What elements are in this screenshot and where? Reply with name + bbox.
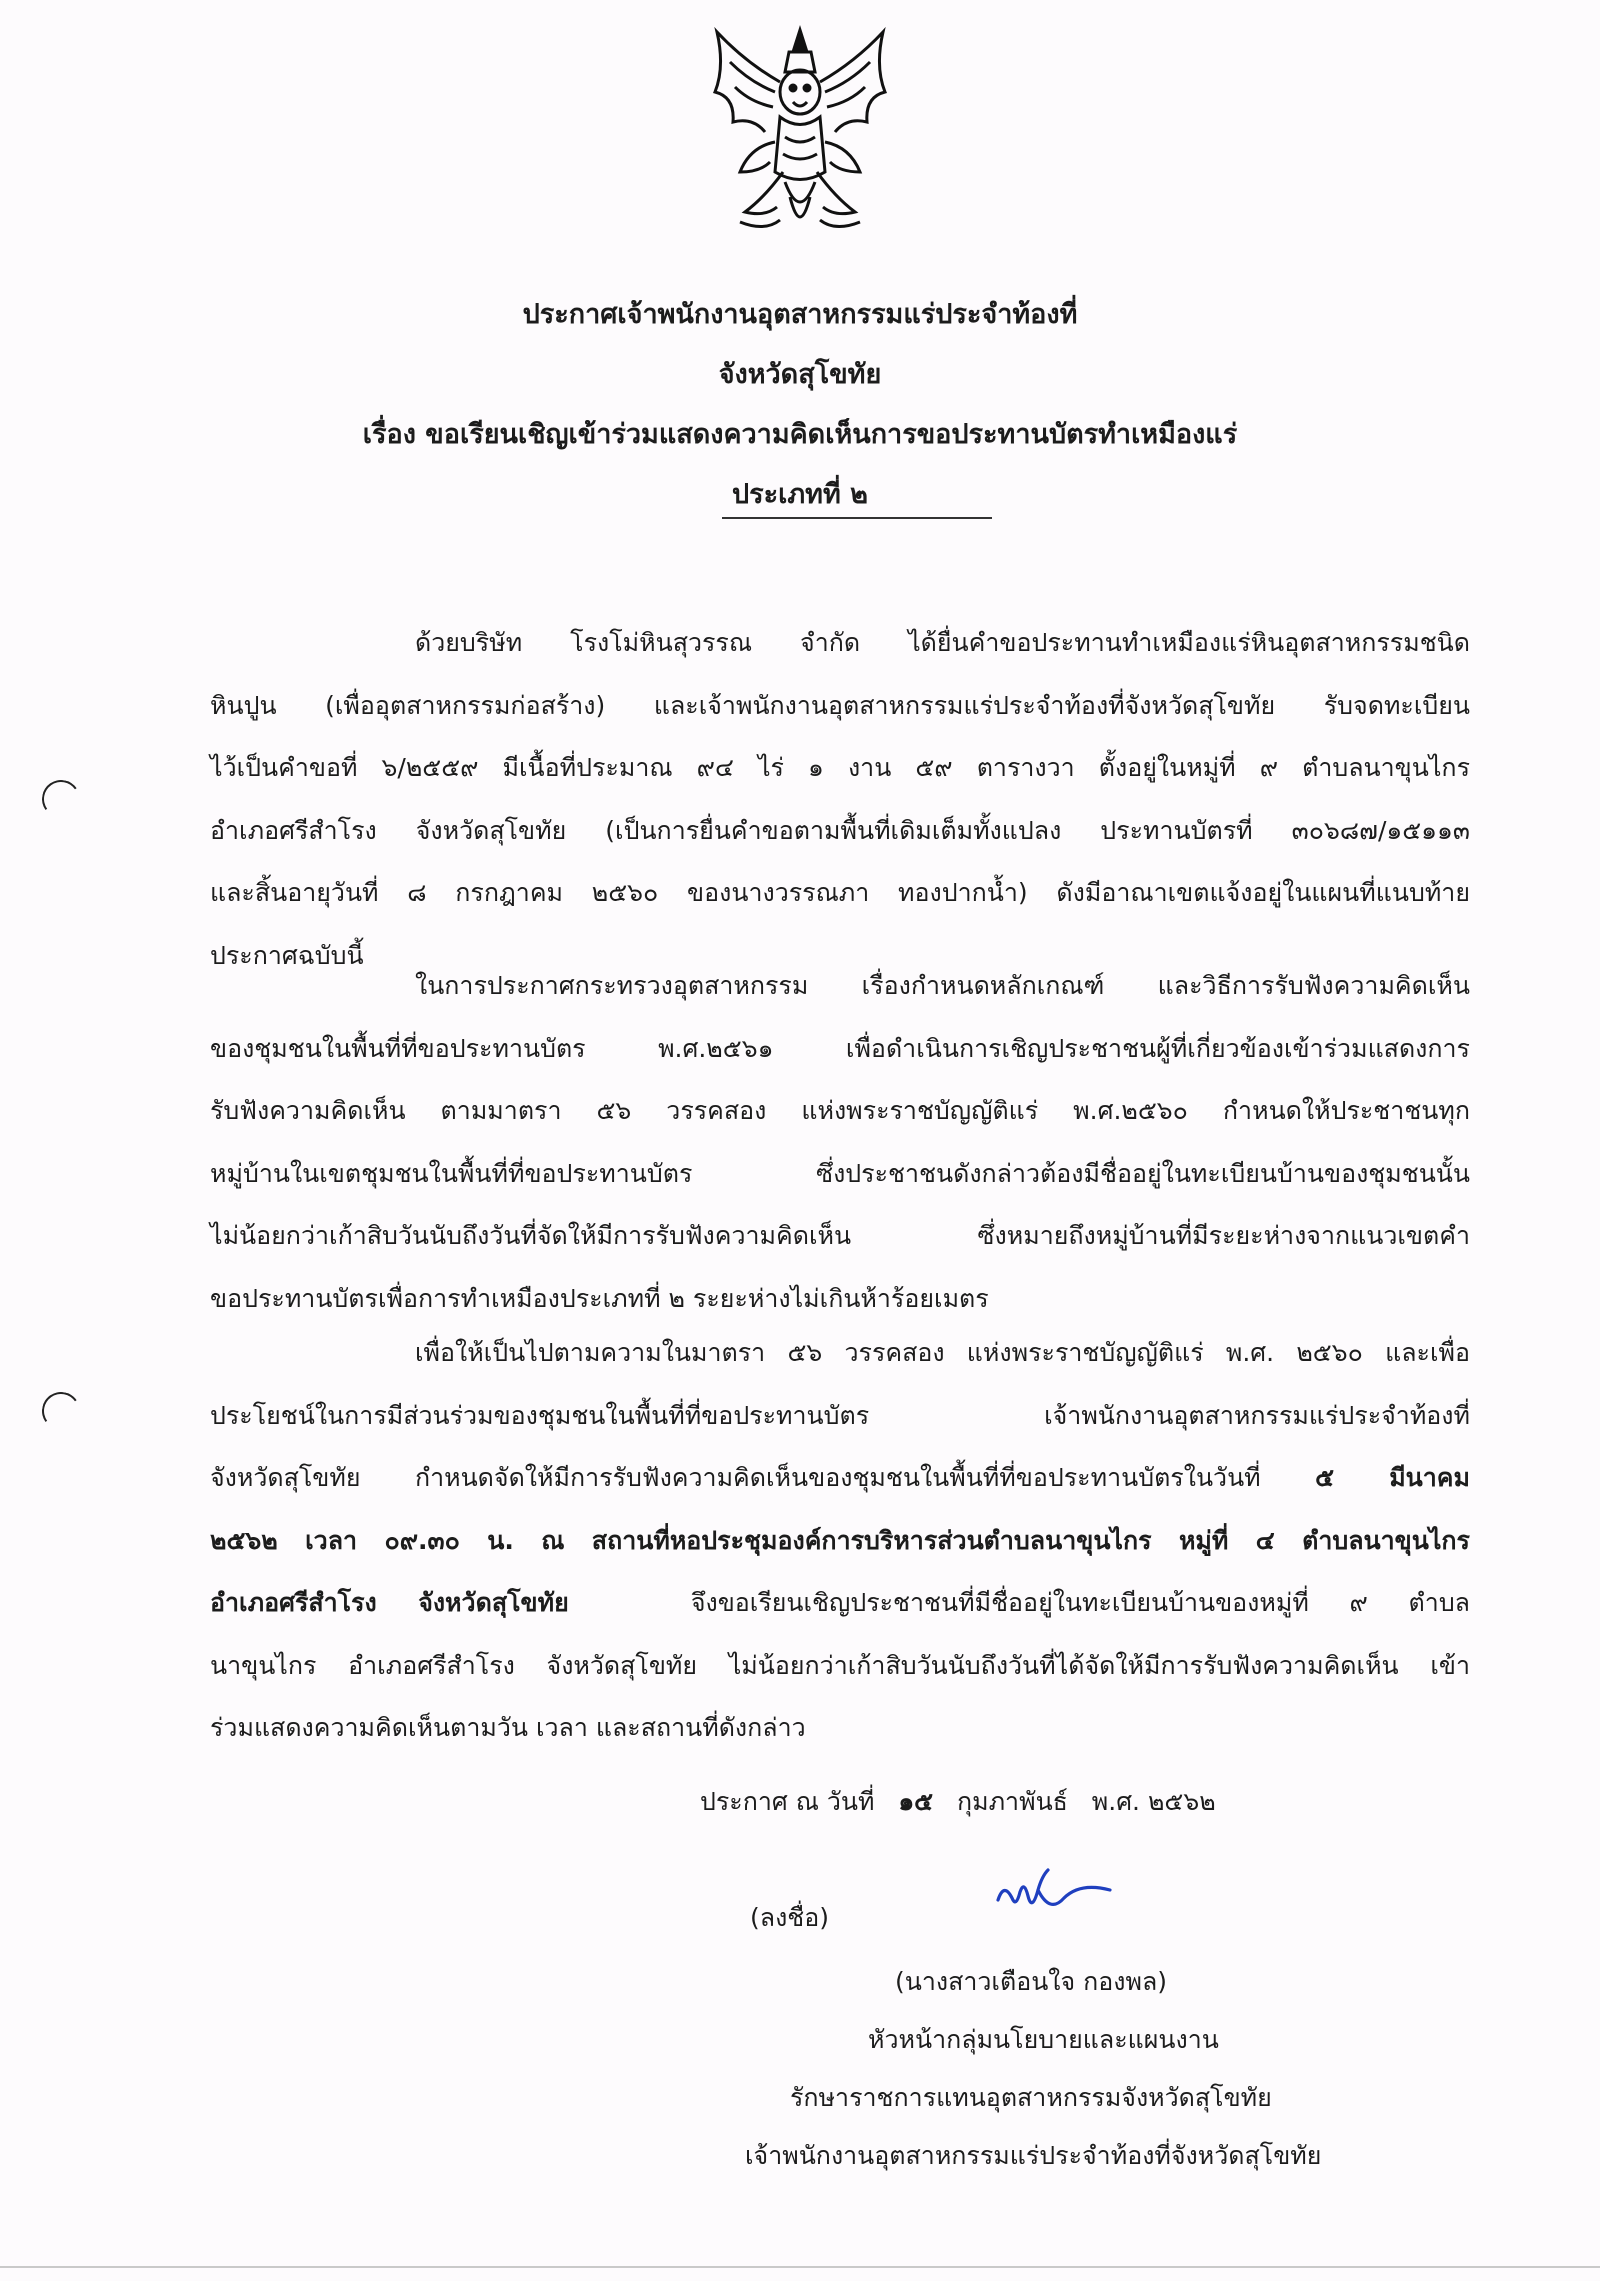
scan-edge-line — [0, 2266, 1600, 2268]
paragraph-line: หมู่บ้านในเขตชุมชนในพื้นที่ที่ขอประทานบัตร ซึ่งประชาชนดังกล่าวต้องมีชื่ออยู่ในทะเบียนบ้านของชุมชนนั้น — [210, 1158, 1470, 1188]
paragraph-line — [210, 1447, 1470, 1510]
date-day: ๑๕ — [898, 1787, 934, 1816]
province-title: จังหวัดสุโขทัย — [718, 359, 882, 390]
paragraph-line: ร่วมแสดงความคิดเห็นตามวัน เวลา และสถานที่ดังกล่าว — [210, 1713, 806, 1742]
announcement-date — [700, 1782, 1216, 1822]
meeting-venue-bold: ๒๕๖๒ เวลา ๐๙.๓๐ น. ณ สถานที่หอประชุมองค์การบริหารส่วนตำบลนาขุนไกร หมู่ที่ ๔ ตำบลนาขุนไกร — [210, 1525, 1470, 1555]
handwritten-signature — [990, 1862, 1120, 1932]
paragraph-line: หินปูน (เพื่ออุตสาหกรรมก่อสร้าง) และเจ้าพนักงานอุตสาหกรรมแร่ประจำท้องที่จังหวัดสุโขทัย รับจดทะเบียน — [210, 690, 1470, 720]
title-underline — [722, 517, 992, 519]
punch-hole-mark — [39, 1389, 83, 1433]
paragraph-line: ด้วยบริษัท โรงโม่หินสุวรรณ จำกัด ได้ยื่นคำขอประทานทำเหมืองแร่หินอุตสาหกรรมชนิด — [415, 628, 1470, 657]
paragraph-line: ไม่น้อยกว่าเก้าสิบวันนับถึงวันที่จัดให้มีการรับฟังความคิดเห็น ซึ่งหมายถึงหมู่บ้านที่มีระยะห่างจากแนวเขตคำ — [210, 1221, 1470, 1250]
paragraph-line: นาขุนไกร อำเภอศรีสำโรง จังหวัดสุโขทัย ไม่น้อยกว่าเก้าสิบวันนับถึงวันที่ได้จัดให้มีการรับฟังความคิดเห็น เข้า — [210, 1650, 1470, 1680]
paragraph-2 — [210, 955, 1470, 1330]
announcement-title: ประกาศเจ้าพนักงานอุตสาหกรรมแร่ประจำท้องที่ — [522, 299, 1078, 330]
paragraph-segment: จึงขอเรียนเชิญประชาชนที่มีชื่ออยู่ในทะเบียนบ้านของหมู่ที่ ๙ ตำบล — [690, 1588, 1471, 1617]
paragraph-line: ประโยชน์ในการมีส่วนร่วมของชุมชนในพื้นที่ที่ขอประทานบัตร เจ้าพนักงานอุตสาหกรรมแร่ประจำท้องที่ — [210, 1400, 1470, 1430]
date-year: พ.ศ. ๒๕๖๒ — [1091, 1787, 1216, 1816]
subject-title: เรื่อง ขอเรียนเชิญเข้าร่วมแสดงความคิดเห็นการขอประทานบัตรทำเหมืองแร่ — [362, 419, 1238, 450]
date-month: กุมภาพันธ์ — [956, 1787, 1068, 1816]
paragraph-line: ไว้เป็นคำขอที่ ๖/๒๕๕๙ มีเนื้อที่ประมาณ ๙๔ ไร่ ๑ งาน ๕๙ ตารางวา ตั้งอยู่ในหมู่ที่ ๙ ตำบลนาขุนไกร — [210, 753, 1470, 782]
paragraph-line — [210, 1572, 1470, 1635]
garuda-emblem-icon — [705, 22, 895, 252]
signatory-position: หัวหน้ากลุ่มนโยบายและแผนงาน — [868, 2025, 1219, 2054]
paragraph-line: อำเภอศรีสำโรง จังหวัดสุโขทัย (เป็นการยื่นคำขอตามพื้นที่เดิมเต็มทั้งแปลง ประทานบัตรที่ ๓๐๖๘๗/๑๕๑๑๓ — [210, 815, 1470, 845]
paragraph-1 — [210, 612, 1470, 987]
paragraph-line: ประกาศฉบับนี้ — [210, 940, 364, 970]
paragraph-line: ขอประทานบัตรเพื่อการทำเหมืองประเภทที่ ๒ ระยะห่างไม่เกินห้าร้อยเมตร — [210, 1283, 989, 1313]
signatory-position: เจ้าพนักงานอุตสาหกรรมแร่ประจำท้องที่จังหวัดสุโขทัย — [745, 2141, 1322, 2170]
punch-hole-mark — [39, 777, 83, 821]
signatory-position: รักษาราชการแทนอุตสาหกรรมจังหวัดสุโขทัย — [790, 2083, 1272, 2112]
paragraph-line: ในการประกาศกระทรวงอุตสาหกรรม เรื่องกำหนดหลักเกณฑ์ และวิธีการรับฟังความคิดเห็น — [415, 971, 1470, 1000]
paragraph-line: และสิ้นอายุวันที่ ๘ กรกฎาคม ๒๕๖๐ ของนางวรรณภา ทองปากน้ำ) ดังมีอาณาเขตแจ้งอยู่ในแผนที่แนบท้าย — [210, 878, 1470, 907]
paragraph-line: ของชุมชนในพื้นที่ที่ขอประทานบัตร พ.ศ.๒๕๖๑ เพื่อดำเนินการเชิญประชาชนผู้ที่เกี่ยวข้องเข้าร่วมแสดงการ — [210, 1033, 1470, 1063]
paragraph-segment: จังหวัดสุโขทัย กำหนดจัดให้มีการรับฟังความคิดเห็นของชุมชนในพื้นที่ที่ขอประทานบัตรในวันที่ — [210, 1463, 1261, 1492]
meeting-date-bold: ๕ มีนาคม — [1315, 1463, 1471, 1492]
date-prefix: ประกาศ ณ วันที่ — [700, 1787, 875, 1816]
meeting-district-bold: อำเภอศรีสำโรง จังหวัดสุโขทัย — [210, 1588, 569, 1617]
paragraph-line: รับฟังความคิดเห็น ตามมาตรา ๕๖ วรรคสอง แห่งพระราชบัญญัติแร่ พ.ศ.๒๕๖๐ กำหนดให้ประชาชนทุก — [210, 1096, 1470, 1125]
signatory-name: (นางสาวเตือนใจ กองพล) — [895, 1967, 1168, 1996]
category-title: ประเภทที่ ๒ — [732, 479, 868, 510]
signature-label: (ลงชื่อ) — [750, 1903, 830, 1932]
paragraph-3 — [210, 1322, 1470, 1760]
paragraph-line: เพื่อให้เป็นไปตามความในมาตรา ๕๖ วรรคสอง แห่งพระราชบัญญัติแร่ พ.ศ. ๒๕๖๐ และเพื่อ — [415, 1338, 1470, 1367]
